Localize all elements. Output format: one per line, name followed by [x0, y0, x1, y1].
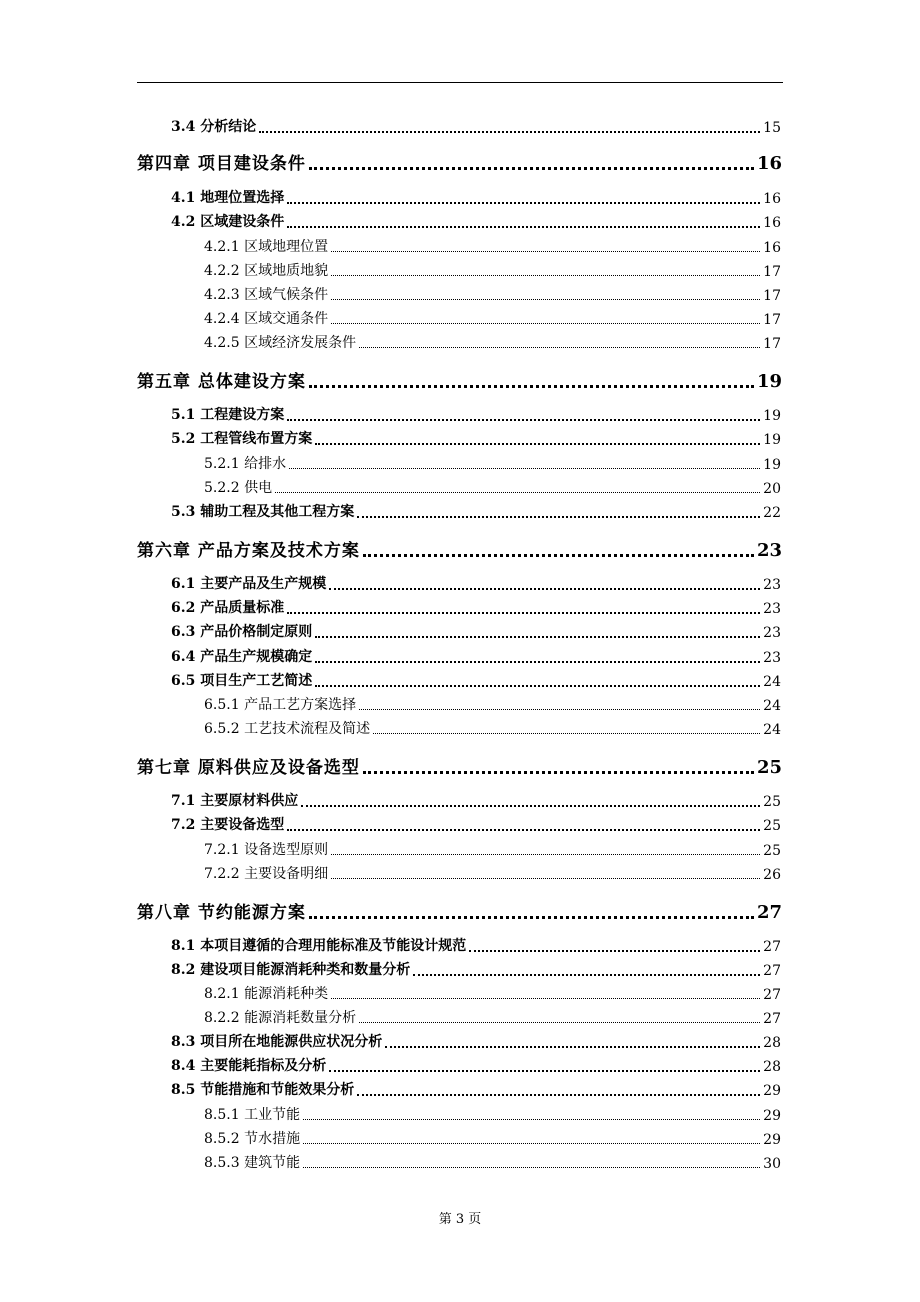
toc-dot-leader — [315, 658, 760, 663]
toc-entry-label: 第四章 项目建设条件 — [137, 154, 306, 174]
toc-entry-label: 8.5.1 工业节能 — [204, 1107, 301, 1123]
toc-entry-label: 7.2 主要设备选型 — [171, 817, 285, 833]
toc-entry-page-number: 20 — [763, 481, 781, 497]
toc-entry-page-number: 17 — [763, 312, 781, 328]
toc-dot-leader — [309, 381, 754, 388]
toc-subsection-entry[interactable] — [204, 308, 781, 328]
toc-entry-page-number: 24 — [763, 674, 781, 690]
toc-entry-label: 第五章 总体建设方案 — [137, 372, 306, 392]
toc-entry-page-number: 19 — [763, 457, 781, 473]
toc-entry-page-number: 28 — [763, 1059, 781, 1075]
toc-entry-page-number: 24 — [763, 698, 781, 714]
toc-entry-label: 5.1 工程建设方案 — [171, 407, 285, 423]
toc-section-entry[interactable] — [171, 790, 781, 810]
toc-subsection-entry[interactable] — [204, 694, 781, 714]
toc-entry-page-number: 29 — [763, 1132, 781, 1148]
toc-entry-label: 5.3 辅助工程及其他工程方案 — [171, 504, 355, 520]
toc-entry-label: 5.2 工程管线布置方案 — [171, 431, 313, 447]
toc-entry-page-number: 16 — [756, 153, 782, 174]
toc-dot-leader — [287, 223, 760, 228]
toc-dot-leader — [315, 682, 760, 687]
toc-chapter-entry[interactable] — [137, 753, 782, 778]
toc-dot-leader — [357, 1091, 760, 1096]
toc-entry-label: 4.2.2 区域地质地貌 — [204, 263, 329, 279]
toc-dot-leader — [413, 971, 760, 976]
toc-subsection-entry[interactable] — [204, 863, 781, 883]
toc-entry-page-number: 17 — [763, 336, 781, 352]
toc-entry-page-number: 30 — [763, 1156, 781, 1172]
toc-entry-label: 4.2.1 区域地理位置 — [204, 239, 329, 255]
toc-section-entry[interactable] — [171, 501, 781, 521]
toc-entry-page-number: 23 — [763, 625, 781, 641]
toc-dot-leader — [359, 707, 760, 710]
toc-chapter-entry[interactable] — [137, 149, 782, 174]
toc-dot-leader — [331, 249, 760, 252]
toc-chapter-entry[interactable] — [137, 367, 782, 392]
toc-dot-leader — [469, 947, 760, 952]
toc-entry-page-number: 23 — [763, 650, 781, 666]
toc-section-entry[interactable] — [171, 597, 781, 617]
toc-entry-page-number: 26 — [763, 867, 781, 883]
toc-dot-leader — [309, 912, 754, 919]
toc-section-entry[interactable] — [171, 621, 781, 641]
toc-entry-page-number: 15 — [763, 120, 781, 136]
toc-dot-leader — [303, 1117, 760, 1120]
toc-dot-leader — [275, 490, 760, 493]
toc-entry-label: 第七章 原料供应及设备选型 — [137, 758, 360, 778]
toc-entry-label: 6.1 主要产品及生产规模 — [171, 576, 327, 592]
toc-entry-page-number: 16 — [763, 191, 781, 207]
toc-chapter-entry[interactable] — [137, 536, 782, 561]
toc-entry-page-number: 23 — [763, 577, 781, 593]
toc-subsection-entry[interactable] — [204, 477, 781, 497]
toc-subsection-entry[interactable] — [204, 1104, 781, 1124]
toc-entry-label: 8.5.2 节水措施 — [204, 1131, 301, 1147]
toc-entry-label: 5.2.1 给排水 — [204, 456, 287, 472]
toc-section-entry[interactable] — [171, 187, 781, 207]
toc-dot-leader — [259, 128, 760, 133]
toc-dot-leader — [359, 1020, 760, 1023]
toc-dot-leader — [363, 550, 754, 557]
toc-dot-leader — [301, 802, 760, 807]
toc-entry-page-number: 16 — [763, 240, 781, 256]
toc-entry-label: 第六章 产品方案及技术方案 — [137, 541, 360, 561]
toc-entry-label: 3.4 分析结论 — [171, 119, 257, 135]
toc-subsection-entry[interactable] — [204, 983, 781, 1003]
toc-subsection-entry[interactable] — [204, 284, 781, 304]
toc-dot-leader — [331, 876, 760, 879]
toc-dot-leader — [329, 1067, 760, 1072]
toc-entry-page-number: 19 — [756, 371, 782, 392]
toc-subsection-entry[interactable] — [204, 332, 781, 352]
toc-entry-label: 8.5.3 建筑节能 — [204, 1155, 301, 1171]
toc-entry-label: 6.5.2 工艺技术流程及简述 — [204, 721, 371, 737]
toc-dot-leader — [331, 273, 760, 276]
toc-dot-leader — [287, 609, 760, 614]
toc-dot-leader — [303, 1141, 760, 1144]
toc-entry-label: 8.2.1 能源消耗种类 — [204, 986, 329, 1002]
toc-dot-leader — [331, 297, 760, 300]
toc-entry-page-number: 28 — [763, 1035, 781, 1051]
toc-subsection-entry[interactable] — [204, 453, 781, 473]
toc-entry-label: 4.2 区域建设条件 — [171, 214, 285, 230]
toc-subsection-entry[interactable] — [204, 1128, 781, 1148]
toc-dot-leader — [363, 767, 754, 774]
toc-dot-leader — [287, 199, 760, 204]
toc-entry-label: 4.2.4 区域交通条件 — [204, 311, 329, 327]
toc-dot-leader — [315, 440, 760, 445]
toc-section-entry[interactable] — [171, 814, 781, 834]
toc-subsection-entry[interactable] — [204, 839, 781, 859]
toc-entry-label: 8.2.2 能源消耗数量分析 — [204, 1010, 357, 1026]
toc-entry-label: 6.2 产品质量标准 — [171, 600, 285, 616]
toc-section-entry[interactable] — [171, 404, 781, 424]
toc-entry-page-number: 17 — [763, 288, 781, 304]
toc-entry-page-number: 25 — [763, 818, 781, 834]
toc-entry-page-number: 25 — [763, 843, 781, 859]
header-rule — [137, 82, 783, 83]
toc-entry-label: 5.2.2 供电 — [204, 480, 273, 496]
toc-entry-page-number: 24 — [763, 722, 781, 738]
toc-entry-label: 6.5 项目生产工艺简述 — [171, 673, 313, 689]
toc-subsection-entry[interactable] — [204, 1007, 781, 1027]
toc-entry-page-number: 27 — [763, 987, 781, 1003]
toc-dot-leader — [287, 826, 760, 831]
toc-subsection-entry[interactable] — [204, 236, 781, 256]
toc-entry-label: 4.2.5 区域经济发展条件 — [204, 335, 357, 351]
toc-section-entry[interactable] — [171, 1055, 781, 1075]
toc-dot-leader — [385, 1043, 760, 1048]
toc-dot-leader — [287, 416, 760, 421]
toc-entry-page-number: 27 — [763, 939, 781, 955]
toc-section-entry[interactable] — [171, 428, 781, 448]
toc-entry-page-number: 23 — [756, 540, 782, 561]
toc-subsection-entry[interactable] — [204, 1152, 781, 1172]
toc-entry-label: 7.2.2 主要设备明细 — [204, 866, 329, 882]
toc-dot-leader — [357, 513, 760, 518]
toc-section-entry[interactable] — [171, 646, 781, 666]
toc-section-entry[interactable] — [171, 1079, 781, 1099]
toc-entry-page-number: 19 — [763, 408, 781, 424]
toc-entry-page-number: 19 — [763, 432, 781, 448]
toc-section-entry[interactable] — [171, 211, 781, 231]
toc-entry-label: 7.2.1 设备选型原则 — [204, 842, 329, 858]
toc-section-entry[interactable] — [171, 573, 781, 593]
toc-section-entry[interactable] — [171, 1031, 781, 1051]
toc-entry-page-number: 29 — [763, 1083, 781, 1099]
toc-entry-label: 4.1 地理位置选择 — [171, 190, 285, 206]
toc-section-entry[interactable] — [171, 959, 781, 979]
toc-entry-page-number: 27 — [756, 902, 782, 923]
toc-dot-leader — [331, 321, 760, 324]
toc-entry-page-number: 25 — [763, 794, 781, 810]
toc-entry-page-number: 23 — [763, 601, 781, 617]
toc-chapter-entry[interactable] — [137, 898, 782, 923]
toc-subsection-entry[interactable] — [204, 718, 781, 738]
toc-entry-label: 第八章 节约能源方案 — [137, 903, 306, 923]
toc-entry-page-number: 29 — [763, 1108, 781, 1124]
toc-section-entry[interactable] — [171, 670, 781, 690]
toc-dot-leader — [315, 633, 760, 638]
toc-entry-page-number: 27 — [763, 1011, 781, 1027]
toc-entry-page-number: 25 — [756, 757, 782, 778]
toc-entry-label: 8.4 主要能耗指标及分析 — [171, 1058, 327, 1074]
toc-entry-page-number: 17 — [763, 264, 781, 280]
toc-entry-label: 6.4 产品生产规模确定 — [171, 649, 313, 665]
toc-dot-leader — [289, 466, 760, 469]
toc-subsection-entry[interactable] — [204, 260, 781, 280]
toc-entry-label: 8.1 本项目遵循的合理用能标准及节能设计规范 — [171, 938, 467, 954]
toc-entry-label: 6.3 产品价格制定原则 — [171, 624, 313, 640]
toc-section-entry[interactable] — [171, 935, 781, 955]
toc-dot-leader — [373, 731, 760, 734]
toc-entry-label: 6.5.1 产品工艺方案选择 — [204, 697, 357, 713]
toc-entry-label: 8.2 建设项目能源消耗种类和数量分析 — [171, 962, 411, 978]
toc-dot-leader — [303, 1165, 760, 1168]
toc-entry-page-number: 16 — [763, 215, 781, 231]
toc-dot-leader — [331, 852, 760, 855]
toc-dot-leader — [331, 996, 760, 999]
toc-dot-leader — [359, 345, 760, 348]
page-number-footer: 第 3 页 — [438, 1212, 482, 1227]
toc-entry-label: 8.3 项目所在地能源供应状况分析 — [171, 1034, 383, 1050]
toc-entry-label: 7.1 主要原材料供应 — [171, 793, 299, 809]
toc-dot-leader — [309, 163, 754, 170]
toc-section-entry[interactable] — [171, 116, 781, 136]
toc-entry-label: 4.2.3 区域气候条件 — [204, 287, 329, 303]
toc-entry-page-number: 22 — [763, 505, 781, 521]
toc-entry-page-number: 27 — [763, 963, 781, 979]
toc-entry-label: 8.5 节能措施和节能效果分析 — [171, 1082, 355, 1098]
toc-dot-leader — [329, 585, 760, 590]
